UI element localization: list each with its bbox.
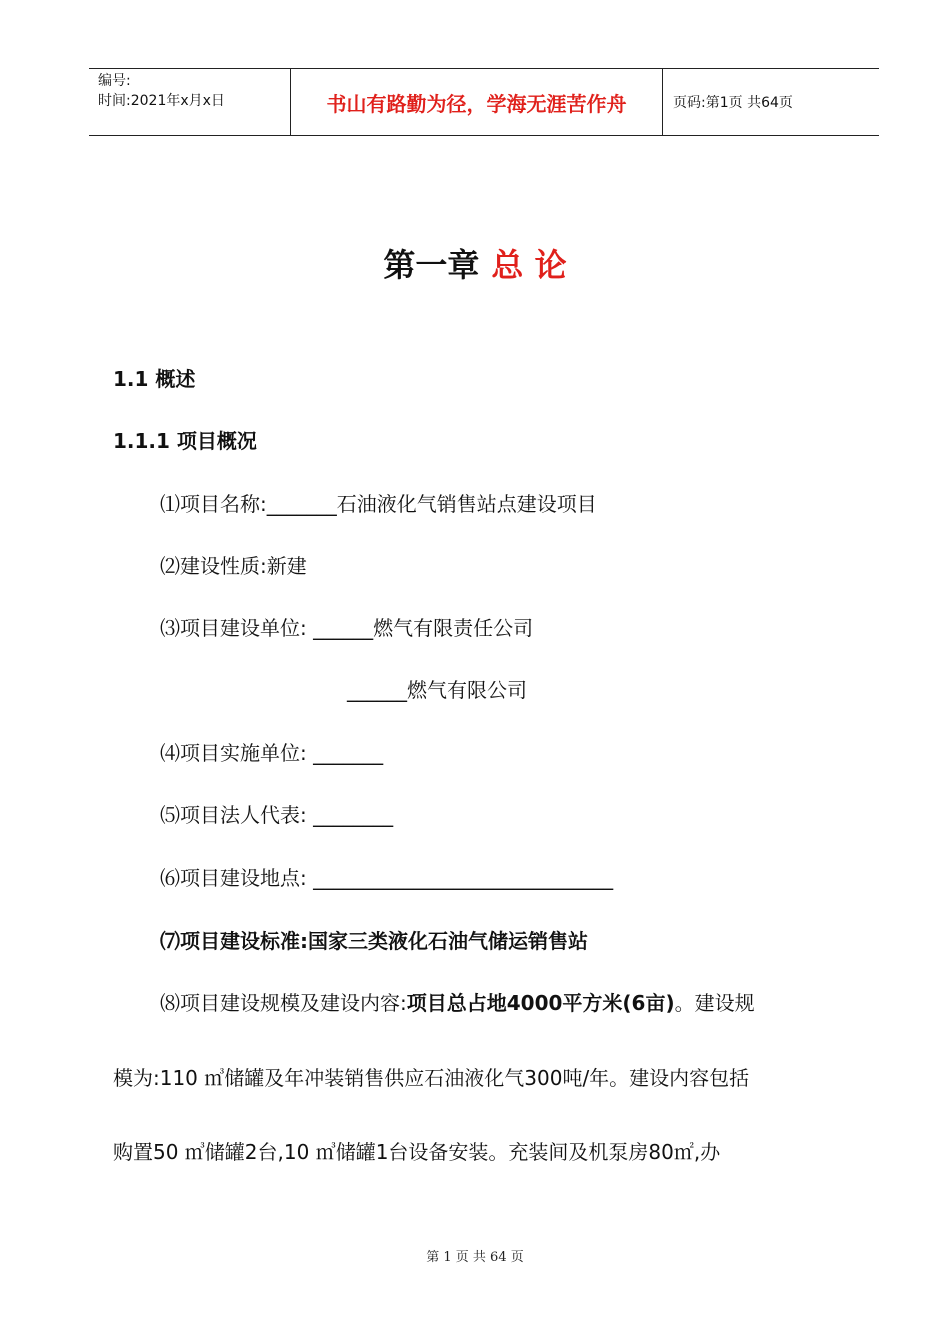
header-page-label: 页码:第1页 共64页 [673, 95, 793, 111]
code-label: 编号: [98, 73, 131, 89]
section-heading: 1.1 概述 [113, 367, 196, 391]
page-footer: 第 1 页 共 64 页 [426, 1250, 524, 1265]
paragraph-line: 模为:110 ㎥储罐及年冲装销售供应石油液化气300吨/年。建设内容包括 [113, 1066, 750, 1090]
item-legal-rep: ⑸项目法人代表: ________ [160, 803, 394, 827]
item-location: ⑹项目建设地点: ______________________________ [160, 866, 614, 890]
time-label: 时间:2021年x月x日 [98, 93, 225, 109]
item-scale-area: 项目总占地4000平方米(6亩) [406, 991, 675, 1015]
page-header [89, 68, 879, 136]
item-project-name: ⑴项目名称:_______石油液化气销售站点建设项目 [160, 492, 597, 516]
item-nature: ⑵建设性质:新建 [160, 554, 307, 578]
paragraph-line: 购置50 ㎥储罐2台,10 ㎥储罐1台设备安装。充装间及机泵房80㎡,办 [113, 1140, 721, 1164]
subsection-heading: 1.1.1 项目概况 [113, 429, 257, 453]
item-scale-label: ⑻项目建设规模及建设内容: [160, 991, 407, 1015]
item-builder-2: ______燃气有限公司 [347, 678, 527, 702]
item-builder: ⑶项目建设单位: ______燃气有限责任公司 [160, 616, 534, 640]
chapter-prefix: 第一章 [383, 246, 480, 284]
header-meta [89, 69, 290, 135]
item-standard: ⑺项目建设标准:国家三类液化石油气储运销售站 [160, 929, 588, 953]
header-motto: 书山有路勤为径，学海无涯苦作舟 [290, 69, 663, 135]
item-scale [160, 987, 755, 1016]
item-executor: ⑷项目实施单位: _______ [160, 741, 384, 765]
chapter-name: 总 论 [491, 246, 567, 284]
chapter-title [0, 240, 950, 286]
item-scale-tail: 。建设规 [674, 991, 755, 1015]
